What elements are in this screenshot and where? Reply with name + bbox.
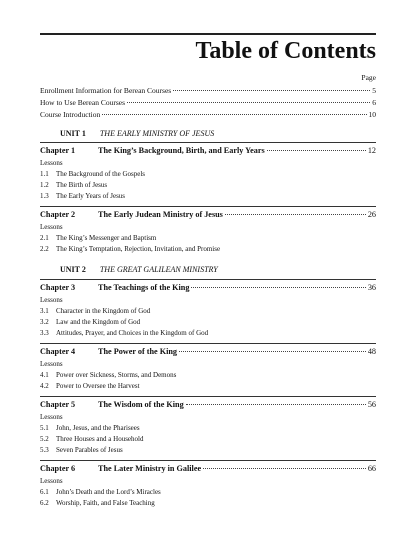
lesson-item[interactable]: [40, 318, 140, 326]
lesson-item[interactable]: [40, 435, 143, 443]
leader-dots: [191, 287, 365, 288]
lesson-title: Three Houses and a Household: [56, 435, 144, 443]
toc-entry-introduction[interactable]: [40, 110, 376, 119]
chapter-separator: [40, 206, 376, 207]
lessons-label: Lessons: [40, 223, 63, 231]
leader-dots: [102, 114, 366, 115]
lesson-title: Law and the Kingdom of God: [56, 318, 141, 326]
leader-dots: [267, 150, 366, 151]
unit-number: UNIT 1: [60, 129, 86, 138]
chapter-title: The Wisdom of the King: [98, 400, 184, 409]
chapter-title: The Later Ministry in Galilee: [98, 464, 202, 473]
chapter-number: Chapter 5: [40, 400, 76, 409]
chapter-separator: [40, 343, 376, 344]
page-column-label: Page: [361, 73, 376, 82]
chapter-title: The King’s Background, Birth, and Early Years: [98, 146, 265, 155]
unit-heading-2: [60, 265, 218, 274]
lesson-title: John, Jesus, and the Pharisees: [56, 424, 140, 432]
lesson-title: Seven Parables of Jesus: [56, 446, 123, 454]
lessons-label: Lessons: [40, 159, 63, 167]
chapter-page: 66: [367, 464, 376, 473]
toc-entry-label: Course Introduction: [40, 110, 101, 119]
unit-number: UNIT 2: [60, 265, 86, 274]
lessons-label: Lessons: [40, 477, 63, 485]
chapter-separator: [40, 396, 376, 397]
lesson-number: 5.2: [40, 435, 49, 443]
lessons-label: Lessons: [40, 360, 63, 368]
toc-entry-page: 10: [368, 110, 376, 119]
lesson-title: Worship, Faith, and False Teaching: [56, 499, 155, 507]
toc-entry-enrollment[interactable]: [40, 86, 376, 95]
lesson-title: Power over Sickness, Storms, and Demons: [56, 371, 177, 379]
chapter-3-entry[interactable]: [40, 283, 376, 292]
chapter-title: The Power of the King: [98, 347, 177, 356]
leader-dots: [203, 468, 366, 469]
lesson-number: 5.3: [40, 446, 49, 454]
lesson-number: 3.1: [40, 307, 49, 315]
leader-dots: [225, 214, 366, 215]
unit-name: THE GREAT GALILEAN MINISTRY: [99, 265, 218, 274]
lesson-item[interactable]: [40, 488, 161, 496]
top-rule: [40, 33, 376, 35]
lesson-title: The King’s Messenger and Baptism: [56, 234, 157, 242]
lesson-title: Attitudes, Prayer, and Choices in the Kingdom of God: [56, 329, 209, 337]
lesson-number: 1.3: [40, 192, 49, 200]
lesson-number: 5.1: [40, 424, 49, 432]
lesson-item[interactable]: [40, 234, 156, 242]
chapter-separator: [40, 279, 376, 280]
lesson-item[interactable]: [40, 170, 145, 178]
lesson-number: 1.1: [40, 170, 49, 178]
lesson-title: Power to Oversee the Harvest: [56, 382, 140, 390]
leader-dots: [127, 102, 370, 103]
toc-entry-page: 6: [372, 98, 376, 107]
chapter-title: The Early Judean Ministry of Jesus: [98, 210, 223, 219]
chapter-page: 12: [367, 146, 376, 155]
chapter-page: 36: [367, 283, 376, 292]
page-title: Table of Contents: [195, 38, 376, 64]
chapter-page: 26: [367, 210, 376, 219]
chapter-5-entry[interactable]: [40, 400, 376, 409]
toc-entry-page: 5: [372, 86, 376, 95]
lesson-item[interactable]: [40, 329, 208, 337]
lesson-number: 6.2: [40, 499, 49, 507]
chapter-2-entry[interactable]: [40, 210, 376, 219]
lesson-item[interactable]: [40, 499, 155, 507]
lesson-item[interactable]: [40, 181, 107, 189]
chapter-number: Chapter 3: [40, 283, 76, 292]
lesson-number: 1.2: [40, 181, 49, 189]
lesson-number: 3.3: [40, 329, 49, 337]
lesson-number: 3.2: [40, 318, 49, 326]
lesson-title: John’s Death and the Lord’s Miracles: [56, 488, 161, 496]
chapter-6-entry[interactable]: [40, 464, 376, 473]
lesson-title: The Early Years of Jesus: [56, 192, 126, 200]
unit-heading-1: [60, 129, 214, 138]
lesson-title: The Background of the Gospels: [56, 170, 146, 178]
lesson-title: The Birth of Jesus: [56, 181, 108, 189]
chapter-1-entry[interactable]: [40, 146, 376, 155]
lesson-item[interactable]: [40, 382, 140, 390]
lesson-item[interactable]: [40, 245, 220, 253]
toc-entry-how-to-use[interactable]: [40, 98, 376, 107]
unit-name: THE EARLY MINISTRY OF JESUS: [99, 129, 215, 138]
chapter-title: The Teachings of the King: [98, 283, 190, 292]
chapter-number: Chapter 6: [40, 464, 76, 473]
lesson-number: 4.1: [40, 371, 49, 379]
lesson-item[interactable]: [40, 192, 125, 200]
chapter-number: Chapter 2: [40, 210, 76, 219]
chapter-number: Chapter 4: [40, 347, 76, 356]
lessons-label: Lessons: [40, 413, 63, 421]
chapter-separator: [40, 142, 376, 143]
leader-dots: [186, 404, 366, 405]
lesson-item[interactable]: [40, 371, 176, 379]
lesson-item[interactable]: [40, 307, 150, 315]
chapter-page: 48: [367, 347, 376, 356]
lesson-title: Character in the Kingdom of God: [56, 307, 151, 315]
lesson-number: 4.2: [40, 382, 49, 390]
chapter-number: Chapter 1: [40, 146, 76, 155]
lesson-number: 2.1: [40, 234, 49, 242]
lesson-number: 6.1: [40, 488, 49, 496]
chapter-page: 56: [367, 400, 376, 409]
leader-dots: [173, 90, 370, 91]
leader-dots: [179, 351, 366, 352]
lesson-item[interactable]: [40, 446, 123, 454]
toc-entry-label: Enrollment Information for Berean Courses: [40, 86, 172, 95]
lesson-title: The King’s Temptation, Rejection, Invitation, and Promise: [56, 245, 221, 253]
lesson-item[interactable]: [40, 424, 140, 432]
lessons-label: Lessons: [40, 296, 63, 304]
toc-entry-label: How to Use Berean Courses: [40, 98, 125, 107]
chapter-separator: [40, 460, 376, 461]
chapter-4-entry[interactable]: [40, 347, 376, 356]
lesson-number: 2.2: [40, 245, 49, 253]
